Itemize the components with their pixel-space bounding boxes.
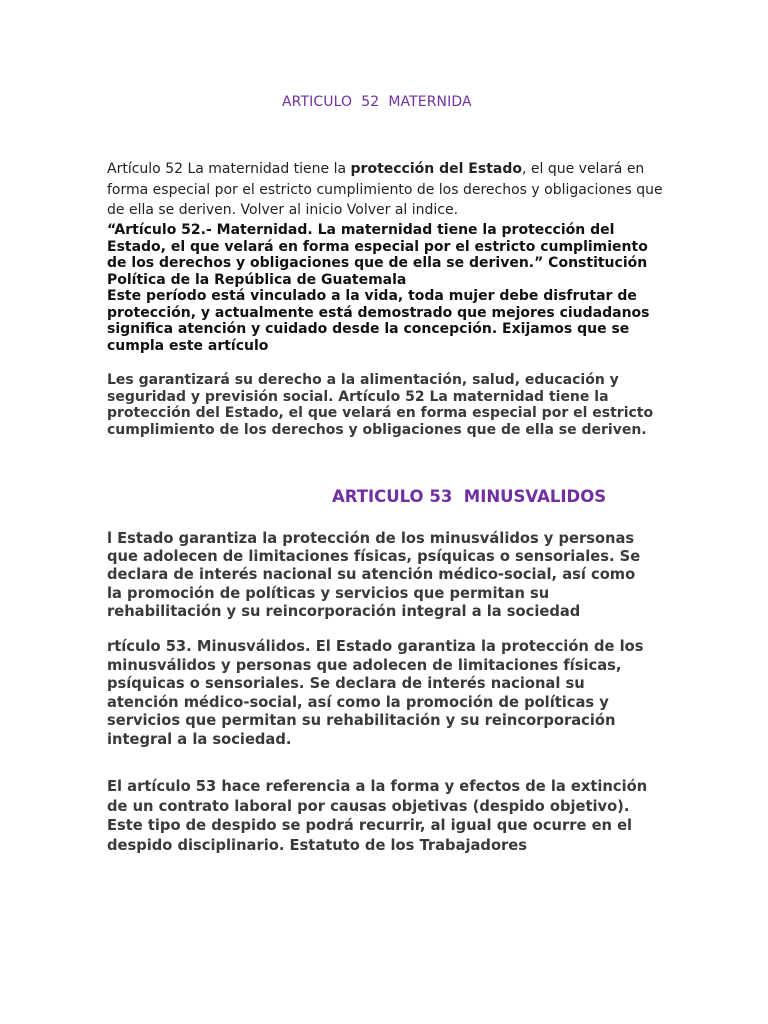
rights-line-2: seguridad y previsión social. Artículo 52 La maternidad tiene la [107, 388, 609, 405]
article-52-intro [107, 159, 667, 221]
p3-line-2: de un contrato laboral por causas objetivas (despido objetivo). [107, 797, 630, 815]
quote-line-6: protección, y actualmente está demostrado que mejores ciudadanos [107, 304, 650, 321]
p2-line-3: psíquicas o sensoriales. Se declara de interés nacional su [107, 675, 585, 693]
intro-line-1 [107, 159, 667, 180]
article-52-quote [107, 222, 667, 354]
rights-line-3: protección del Estado, el que velará en forma especial por el estricto [107, 405, 654, 421]
p3-line-3: Este tipo de despido se podrá recurrir, al igual que ocurre en el [107, 817, 633, 834]
intro-prefix: Artículo 52 La maternidad tiene la [107, 161, 351, 177]
quote-line-7: significa atención y cuidado desde la concepción. Exijamos que se [107, 321, 630, 337]
article-53-para-3 [107, 777, 667, 855]
rights-line-1: Les garantizará su derecho a la alimentación, salud, educación y [107, 372, 619, 388]
intro-line-3: de ella se deriven. Volver al inicio Volver al indice. [107, 202, 459, 218]
p2-line-5: servicios que permitan su rehabilitación y su reincorporación [107, 712, 616, 730]
quote-line-8: cumpla este artículo [107, 337, 269, 354]
p1-line-1: l Estado garantiza la protección de los minusválidos y personas [107, 530, 635, 547]
quote-line-5: Este período está vinculado a la vida, toda mujer debe disfrutar de [107, 288, 637, 304]
rights-line-4: cumplimiento de los derechos y obligaciones que de ella se deriven. [107, 421, 647, 438]
article-53-para-2 [107, 638, 667, 750]
p2-line-4: atención médico-social, así como la promoción de políticas y [107, 693, 609, 711]
quote-line-4: Política de la República de Guatemala [107, 271, 407, 288]
p1-line-4: la promoción de políticas y servicios que permitan su [107, 584, 550, 602]
p1-line-3: declara de interés nacional su atención médico-social, así como [107, 566, 636, 584]
p1-line-2: que adolecen de limitaciones físicas, psíquicas o sensoriales. Se [107, 548, 641, 566]
quote-line-1: “Artículo 52.- Maternidad. La maternidad tiene la protección del [107, 222, 615, 238]
p2-line-2: minusválidos y personas que adolecen de limitaciones físicas, [107, 656, 622, 674]
article-53-heading: ARTICULO 53 MINUSVALIDOS [332, 487, 607, 506]
article-52-rights [107, 372, 667, 438]
p3-line-4: despido disciplinario. Estatuto de los Trabajadores [107, 836, 527, 854]
quote-line-2: Estado, el que velará en forma especial por el estricto cumplimiento [107, 238, 648, 255]
p2-line-6: integral a la sociedad. [107, 730, 292, 748]
p2-line-1: rtículo 53. Minusválidos. El Estado garantiza la protección de los [107, 638, 644, 655]
p1-line-5: rehabilitación y su reincorporación integral a la sociedad [107, 602, 581, 620]
intro-bold: protección del Estado [350, 161, 522, 177]
p3-line-1: El artículo 53 hace referencia a la forma y efectos de la extinción [107, 778, 648, 795]
quote-line-3: de los derechos y obligaciones que de ella se deriven.” Constitución [107, 255, 648, 271]
intro-suffix: , el que velará en [521, 161, 645, 177]
article-53-para-1 [107, 530, 667, 621]
article-52-heading: ARTICULO 52 MATERNIDA [282, 94, 472, 110]
intro-line-2: forma especial por el estricto cumplimiento de los derechos y obligaciones que [107, 181, 663, 198]
